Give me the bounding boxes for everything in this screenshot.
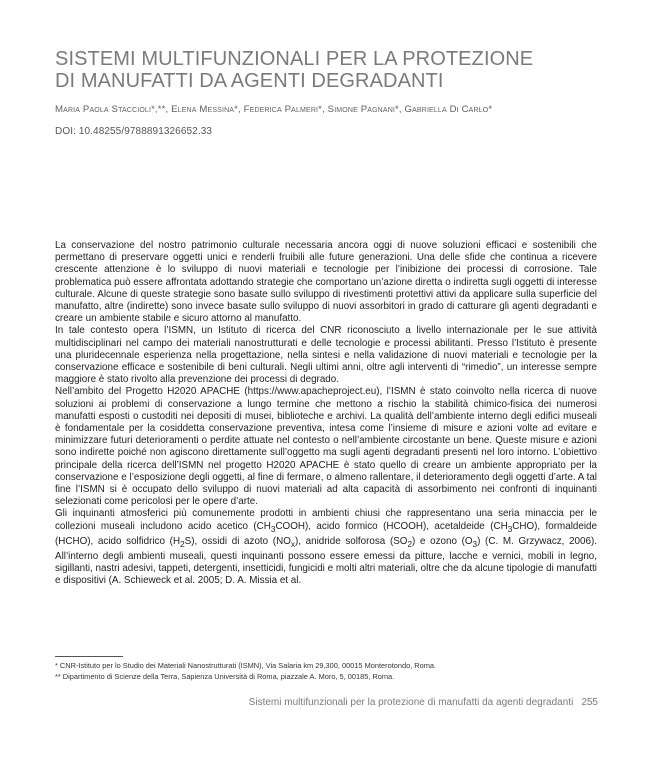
footnote-1: * CNR-Istituto per lo Studio dei Materiali Nanostrutturati (ISMN), Via Salaria km 29,300, 00015 Monterotondo, Roma. — [55, 661, 437, 670]
running-footer — [249, 697, 598, 708]
paragraph-4-part: ) e ozono (O — [412, 535, 473, 547]
footnotes — [55, 661, 615, 682]
article-title-line-2: DI MANUFATTI DA AGENTI DEGRADANTI — [55, 70, 444, 92]
article-title-line-1: SISTEMI MULTIFUNZIONALI PER LA PROTEZIONE — [55, 48, 534, 70]
running-title: Sistemi multifunzionali per la protezione di manufatti da agenti degradanti — [248, 697, 574, 708]
author-list: Maria Paola Staccioli*,**, Elena Messina*, Federica Palmeri*, Simone Pagnani*, Gabriella Di Carlo* — [55, 104, 493, 115]
paragraph-4 — [55, 508, 597, 587]
footnote-2: ** Dipartimento di Scienze della Terra, Sapienza Università di Roma, piazzale A. Moro, 5, 00185, Roma. — [55, 671, 395, 681]
paragraph-2: In tale contesto opera l’ISMN, un Istituto di ricerca del CNR riconosciuto a livello internazionale per le sue attività multidisciplinari nel campo dei materiali nanostrutturati e delle tecnologie e processi abilitanti. Presso l’Istituto è presente una pluridecennale esperienza nella progettazione, nella sintesi e nella validazione di nuovi materiali e tecnologie per la conservazione efficace e sostenibile di beni culturali. Negli ultimi anni, oltre agli interventi di “rimedio”, un interesse sempre maggiore è stato rivolto alla prevenzione dei processi di degrado. — [55, 325, 597, 386]
paragraph-1: La conservazione del nostro patrimonio culturale necessaria ancora oggi di nuove soluzioni efficaci e sostenibili che permettano di preservare oggetti unici e renderli fruibili alle future generazioni. Una delle sfide che continua a ricevere crescente attenzione è lo sviluppo di nuovi materiali e tecnologie per l’inibizione dei processi di corrosione. Tale problematica può essere affrontata adottando strategie che comportano un’azione diretta o indiretta sugli oggetti di interesse culturale. Alcune di queste strategie sono basate sullo sviluppo di rivestimenti protettivi attivi da applicare sulla superficie del manufatto, altre (indirette) sono invece basate sullo sviluppo di nuovi assorbitori in grado di catturare gli agenti degradanti e creare un ambiente stabile e sicuro attorno al manufatto. — [55, 240, 597, 325]
paragraph-4-part: ) (C. M. Grzywacz, 2006). All’interno degli ambienti museali, questi inquinanti possono essere emessi da pitture, lacche e vernici, mobili in legno, sigillanti, nastri adesivi, tappeti, detergenti, insetticidi, fungicidi e molti altri materiali, oltre che da alcune tipologie di manufatti e dispositivi (A. Schieweck et al. 2005; D. A. Missia et al. — [55, 535, 597, 587]
doi: DOI: 10.48255/9788891326652.33 — [55, 126, 213, 137]
subscript: x — [290, 539, 295, 549]
subscript: 3 — [270, 524, 276, 534]
paragraph-4-part: Gli inquinanti atmosferici più comunemente prodotti in ambienti chiusi che rappresentano una seria minaccia per le collezioni museali includono acido acetico (CH — [55, 508, 597, 532]
subscript: 3 — [472, 539, 478, 549]
subscript: 2 — [407, 539, 413, 549]
paragraph-4-part: ), anidride solforosa (SO — [294, 535, 408, 547]
subscript: 3 — [507, 524, 513, 534]
paragraph-4-part: COOH), acido formico (HCOOH), acetaldeide (CH — [275, 520, 508, 532]
paragraph-4-part: CHO), formaldeide (HCHO), acido solfidrico (H — [55, 520, 597, 547]
page-number: 255 — [581, 697, 598, 708]
article-title — [55, 48, 615, 92]
footnote-divider — [55, 656, 123, 657]
subscript: 2 — [180, 539, 185, 549]
body-text — [55, 240, 597, 588]
paragraph-3: Nell’ambito del Progetto H2020 APACHE (https://www.apacheproject.eu), l’ISMN è stato coinvolto nella ricerca di nuove soluzioni ai problemi di conservazione a lungo termine che mettono a rischio la stabilità chimico-fisica dei numerosi manufatti esposti o custoditi nei depositi di musei, biblioteche e archivi. La qualità dell’ambiente interno degli edifici museali è fondamentale per la cosiddetta conservazione preventiva, intesa come l’insieme di misure e azioni volte ad evitare e minimizzare futuri deterioramenti o perdite attuate nel contesto o nell’ambiente circostante un bene. Queste misure e azioni sono indirette poiché non agiscono direttamente sull’oggetto ma sugli agenti degradanti presenti nel loro intorno. L’obiettivo principale della ricerca dell’ISMN nel progetto H2020 APACHE è stato quello di creare un ambiente appropriato per la conservazione e l’esposizione degli oggetti, al fine di fermare, o almeno rallentare, il deterioramento degli oggetti d’arte. A tal fine l’ISMN si è occupato dello sviluppo di nuovi materiali ad alta capacità di assorbimento nei confronti di inquinanti selezionati come pericolosi per le opere d’arte. — [55, 386, 597, 508]
paragraph-4-part: S), ossidi di azoto (NO — [184, 535, 291, 547]
